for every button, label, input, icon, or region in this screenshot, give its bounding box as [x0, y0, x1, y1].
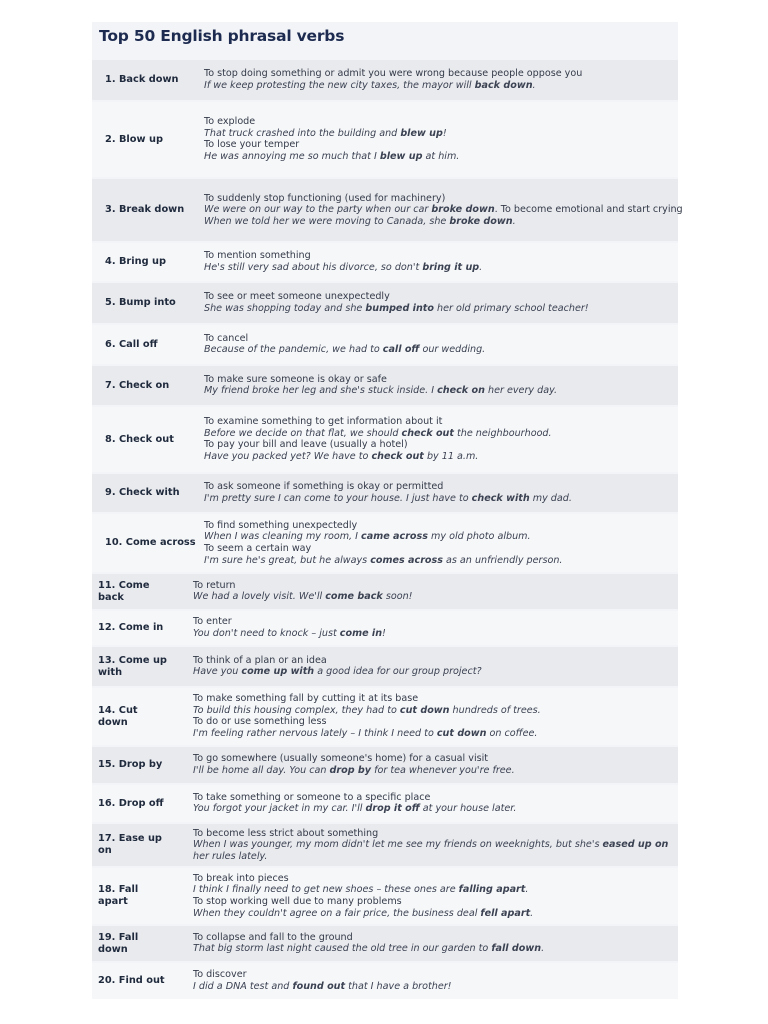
phrasal-verb-highlight: blew up [379, 151, 423, 163]
definitions-block [204, 333, 676, 356]
definition-text: To break into pieces [193, 872, 289, 884]
definitions-block [193, 969, 676, 992]
definitions-block [193, 753, 676, 776]
example-text: I did a DNA test and [193, 980, 293, 992]
phrasal-verb-highlight: drop it off [365, 803, 420, 815]
definition-text: To suddenly stop functioning (used for machinery) [204, 192, 446, 204]
definition-text: To stop doing something or admit you were wrong because people oppose you [204, 68, 583, 80]
table-row [92, 963, 678, 999]
example-text: . [532, 79, 536, 91]
example-sentence [193, 666, 676, 678]
phrasal-verb-term: 2. Blow up [105, 133, 163, 145]
definition-text: To collapse and fall to the ground [193, 931, 353, 943]
table-row [92, 179, 683, 241]
phrasal-verb-term: 17. Ease up on [98, 833, 162, 856]
phrasal-verb-highlight: check out [401, 427, 454, 439]
example-text: We had a lovely visit. We'll [193, 591, 326, 603]
definition-text: To see or meet someone unexpectedly [204, 291, 390, 303]
definitions-block [204, 416, 676, 462]
example-text: my dad. [529, 492, 572, 504]
phrasal-verb-term: 4. Bring up [105, 256, 166, 267]
page-title: Top 50 English phrasal verbs [99, 27, 345, 45]
definition-text: To examine something to get information about it [204, 416, 443, 428]
table-row [92, 474, 678, 512]
example-text: I'm pretty sure I can come to your house. I just have to [204, 492, 472, 504]
definition-text: To ask someone if something is okay or permitted [204, 481, 444, 493]
table-row [92, 60, 678, 100]
phrasal-verb-highlight: bumped into [365, 302, 434, 314]
phrasal-verb-term: 12. Come in [98, 622, 164, 633]
example-text: When we told her we were moving to Canada, she [204, 215, 450, 227]
example-sentence [204, 493, 676, 505]
example-sentence [193, 628, 676, 640]
example-text: . [541, 943, 545, 955]
phrasal-verb-highlight: fall down [491, 943, 542, 955]
example-text: her old primary school teacher! [433, 302, 589, 314]
definition-text: To mention something [204, 250, 311, 262]
phrasal-verb-term: 9. Check with [105, 487, 180, 498]
phrasal-verb-highlight: came across [361, 531, 428, 543]
phrasal-verb-term: 18. Fall apart [98, 884, 139, 907]
example-sentence [204, 428, 676, 440]
definitions-block [204, 116, 676, 162]
example-text: . To become emotional and start crying [494, 204, 683, 216]
phrasal-verb-highlight: comes across [370, 554, 443, 566]
phrasal-verb-term: 14. Cut down [98, 704, 138, 728]
example-text: my old photo album. [427, 531, 531, 543]
example-text: hundreds of trees. [449, 704, 541, 716]
phrasal-verb-term: 15. Drop by [98, 759, 163, 770]
definitions-block [204, 250, 676, 273]
phrasal-verb-highlight: falling apart [458, 884, 526, 896]
table-row [92, 688, 678, 745]
definition-text: To discover [193, 969, 247, 981]
definitions-block [193, 580, 676, 603]
example-text: that I have a brother! [345, 980, 452, 992]
example-text: the neighbourhood. [453, 427, 552, 439]
example-sentence [193, 591, 676, 603]
example-text: on coffee. [486, 728, 538, 740]
table-row [92, 366, 678, 405]
example-sentence [204, 128, 676, 140]
table-row [92, 647, 678, 686]
definition-text: To explode [204, 116, 256, 128]
phrasal-verb-highlight: bring it up [422, 261, 480, 273]
definitions-block [193, 873, 676, 919]
example-text: We were on our way to the party when our car [204, 204, 432, 216]
phrasal-verb-highlight: come up with [241, 666, 315, 678]
definitions-block [204, 68, 676, 91]
example-text: ! [442, 127, 447, 139]
example-text: at him. [422, 151, 460, 163]
definition-text: To take something or someone to a specific place [193, 791, 431, 803]
phrasal-verb-highlight: check with [471, 492, 530, 504]
definition-text: To cancel [204, 332, 249, 344]
example-text: My friend broke her leg and she's stuck inside. I [204, 385, 438, 397]
phrasal-verb-term: 8. Check out [105, 433, 174, 445]
phrasal-verb-highlight: cut down [399, 704, 450, 716]
table-row [92, 611, 678, 645]
phrasal-verb-highlight: blew up [400, 127, 443, 139]
example-text: When they couldn't agree on a fair price, the business deal [193, 907, 481, 919]
example-text: ! [382, 627, 386, 639]
phrasal-verb-highlight: fell apart [480, 907, 531, 919]
example-text: by 11 a.m. [423, 451, 479, 463]
table-row [92, 283, 678, 323]
example-text: Have you packed yet? We have to [204, 451, 372, 463]
definition-text: To enter [193, 616, 232, 628]
example-sentence [204, 385, 676, 397]
example-text: her every day. [484, 385, 558, 397]
phrasal-verb-highlight: eased up on [602, 839, 669, 851]
example-text: If we keep protesting the new city taxes, the mayor will [204, 79, 475, 91]
example-text: . [479, 261, 483, 273]
definition-text: To make something fall by cutting it at its base [193, 693, 419, 705]
example-text: He's still very sad about his divorce, so don't [204, 261, 423, 273]
example-text: . [530, 907, 534, 919]
example-text: our wedding. [419, 344, 486, 356]
definitions-block [193, 616, 676, 639]
definitions-block [204, 481, 676, 504]
example-sentence [204, 80, 676, 92]
definitions-block [204, 192, 683, 228]
example-text: That big storm last night caused the old tree in our garden to [193, 943, 492, 955]
phrasal-verb-term: 11. Come back [98, 579, 150, 603]
example-sentence [204, 451, 676, 463]
example-sentence [193, 981, 676, 993]
phrasal-verb-term: 3. Break down [105, 204, 185, 215]
phrasal-verb-term: 1. Back down [105, 74, 179, 85]
example-text: . [525, 884, 529, 896]
example-sentence [204, 555, 676, 567]
phrasal-verb-term: 20. Find out [98, 975, 165, 986]
example-text: You forgot your jacket in my car. I'll [193, 803, 366, 815]
definition-text: To seem a certain way [204, 542, 312, 554]
definitions-block [204, 374, 676, 397]
phrasal-verb-highlight: call off [382, 344, 420, 356]
table-row [92, 243, 678, 281]
example-text: . [512, 215, 516, 227]
example-text: soon! [382, 591, 413, 603]
phrasal-verb-highlight: come back [325, 591, 383, 603]
phrasal-verb-highlight: drop by [329, 764, 372, 776]
example-text: When I was younger, my mom didn't let me see my friends on weeknights, but she's [193, 839, 603, 851]
table-row [92, 574, 678, 609]
phrasal-verb-term: 16. Drop off [98, 797, 164, 809]
table-row [92, 747, 678, 783]
definitions-block [193, 693, 676, 739]
phrasal-verb-highlight: check out [371, 451, 424, 463]
example-sentence [204, 204, 683, 216]
table-row [92, 325, 678, 364]
phrasal-verb-highlight: broke down [431, 204, 495, 216]
definitions-block [204, 520, 676, 566]
definition-text: To stop working well due to many problems [193, 895, 402, 907]
phrasal-verb-highlight: found out [292, 980, 346, 992]
example-text: for tea whenever you're free. [371, 764, 515, 776]
phrasal-verb-term: 7. Check on [105, 379, 170, 391]
example-text: a good idea for our group project? [314, 666, 482, 678]
table-row [92, 785, 678, 822]
table-row [92, 926, 678, 961]
example-sentence [193, 943, 676, 955]
phrasal-verb-highlight: come in [339, 627, 383, 639]
example-text: her rules lately. [193, 850, 268, 862]
phrasal-verb-highlight: broke down [449, 215, 513, 227]
example-sentence [193, 728, 676, 740]
example-sentence [193, 705, 676, 717]
definition-text: To return [193, 579, 236, 591]
definitions-block [204, 291, 676, 314]
table-row [92, 102, 678, 177]
example-text: That truck crashed into the building and [204, 127, 401, 139]
example-text: at your house later. [419, 803, 517, 815]
phrasal-verb-highlight: check on [437, 385, 485, 397]
table-row [92, 407, 678, 472]
example-text: You don't need to knock – just [193, 627, 340, 639]
example-text: I'll be home all day. You can [193, 764, 330, 776]
example-sentence [193, 908, 676, 920]
example-sentence [204, 216, 676, 228]
example-sentence [204, 262, 676, 274]
example-text: Because of the pandemic, we had to [204, 344, 383, 356]
example-text: Have you [193, 666, 242, 678]
definition-text: To become less strict about something [193, 827, 379, 839]
example-sentence [204, 303, 676, 315]
phrasal-verb-term: 5. Bump into [105, 297, 176, 308]
definition-text: To do or use something less [193, 716, 327, 728]
example-text: To build this housing complex, they had to [193, 704, 400, 716]
definition-text: To find something unexpectedly [204, 519, 358, 531]
example-sentence [193, 765, 676, 777]
definition-text: To go somewhere (usually someone's home) for a casual visit [193, 753, 489, 765]
definitions-block [193, 828, 676, 863]
phrasal-verb-term: 19. Fall down [98, 931, 139, 955]
table-row [92, 824, 678, 866]
definition-text: To lose your temper [204, 139, 300, 151]
definitions-block [193, 792, 676, 815]
phrasal-verb-highlight: back down [474, 79, 533, 91]
example-sentence [204, 344, 676, 356]
example-sentence [193, 839, 676, 862]
example-sentence [204, 151, 676, 163]
phrasal-verb-term: 10. Come across [105, 537, 196, 548]
example-sentence [193, 884, 676, 896]
example-text: as an unfriendly person. [442, 554, 563, 566]
table-row [92, 514, 678, 572]
example-sentence [193, 803, 676, 815]
example-text: I think I finally need to get new shoes – these ones are [193, 884, 459, 896]
phrasal-verb-highlight: cut down [436, 728, 487, 740]
phrasal-verb-term: 13. Come up with [98, 654, 167, 678]
example-text: I'm feeling rather nervous lately – I think I need to [193, 728, 437, 740]
table-row [92, 868, 678, 924]
phrasal-verbs-sheet [92, 22, 683, 992]
example-text: He was annoying me so much that I [204, 151, 380, 163]
example-text: When I was cleaning my room, I [204, 531, 362, 543]
example-text: She was shopping today and she [204, 302, 366, 314]
example-text: I'm sure he's great, but he always [204, 554, 371, 566]
definition-text: To think of a plan or an idea [193, 654, 327, 666]
definition-text: To make sure someone is okay or safe [204, 373, 387, 385]
definitions-block [193, 655, 676, 678]
example-sentence [204, 531, 676, 543]
definitions-block [193, 932, 676, 955]
example-text: Before we decide on that flat, we should [204, 427, 402, 439]
phrasal-verb-term: 6. Call off [105, 338, 158, 350]
definition-text: To pay your bill and leave (usually a hotel) [204, 439, 408, 451]
